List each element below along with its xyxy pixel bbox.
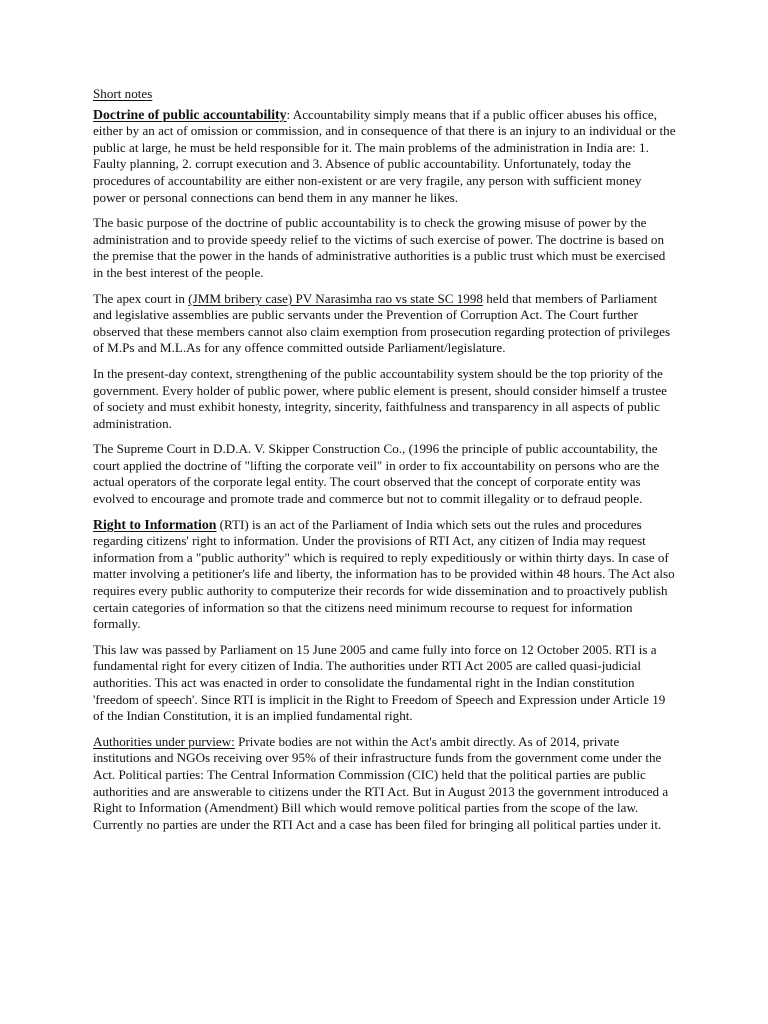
document-page — [93, 86, 677, 842]
paragraph-text: The apex court in — [93, 290, 189, 306]
paragraph-present-day-context: In the present-day context, strengthening of the public accountability system should be the top priority of the government. Every holder of public power, where public element is present, should consider himself a trustee of society and must exhibit honesty, integrity, sincerity, faithfulness and transparency in all aspects of public administration. — [93, 365, 667, 431]
case-citation: (JMM bribery case) PV Narasimha rao vs state SC 1998 — [188, 290, 483, 306]
paragraph-text: (RTI) is an act of the Parliament of India which sets out the rules and procedures regarding citizens' right to information. Under the provisions of RTI Act, any citizen of India may request information from a "public authority" which is required to reply expeditiously or within thirty days. In case of matter involving a petitioner's life and liberty, the information has to be provided within 48 hours. The Act also requires every public authority to computerize their records for wide dissemination and to proactively publish certain categories of information so that the citizens need minimum recourse to request for information formally. — [93, 516, 675, 632]
paragraph-apex-court — [93, 291, 677, 357]
paragraph-supreme-court-dda: The Supreme Court in D.D.A. V. Skipper Construction Co., (1996 the principle of public accountability, the court applied the doctrine of "lifting the corporate veil" in order to fix accountability on persons who are the actual operators of the corporate legal entity. The court observed that the concept of corporate entity was evolved to encourage and promote trade and commerce but not to commit illegality or to defraud people. — [93, 441, 660, 507]
paragraph-text: Private bodies are not within the Act's ambit directly. As of 2014, private institutions and NGOs receiving over 95% of their infrastructure funds from the government come under the Act. Political parties: The Central Information Commission (CIC) held that the political parties are public authorities and are answerable to citizens under the RTI Act. But in August 2013 the government introduced a Right to Information (Amendment) Bill which would remove political parties from the scope of the law. Currently no parties are under the RTI Act and a case has been filed for bringing all political parties under it. — [93, 733, 669, 832]
paragraph-basic-purpose: The basic purpose of the doctrine of public accountability is to check the growing misuse of power by the administration and to provide speedy relief to the victims of such exercise of power. The doctrine is based on the premise that the power in the hands of administrative authorities is a public trust which must be exercised in the best interest of the people. — [93, 215, 666, 280]
paragraph-doctrine-of-public-accountability — [93, 107, 677, 207]
paragraph-text: held that members of Parliament and legislative assemblies are public servants under the Prevention of Corruption Act. The Court further observed that these members cannot also claim exemption from prosecution regarding protection of privileges of M.Ps and M.L.As for any offence committed outside Parliament/legislature. — [93, 290, 671, 356]
section-heading: Authorities under purview: — [93, 733, 235, 749]
section-heading: Doctrine of public accountability — [93, 106, 287, 122]
document-title: Short notes — [93, 86, 153, 101]
paragraph-text: : Accountability simply means that if a public officer abuses his office, either by an act of omission or commission, and in consequence of that there is an injury to an individual or the public at large, he must be held responsible for it. The main problems of the administration in India are: 1. Faulty planning, 2. corrupt execution and 3. Absence of public accountability. Unfortunately, today the procedures of accountability are either non-existent or are very fragile, any person with sufficient money power or personal connections can bend them in any manner he likes. — [93, 106, 676, 205]
paragraph-right-to-information — [93, 517, 677, 633]
section-heading: Right to Information — [93, 516, 217, 532]
paragraph-authorities-under-purview — [93, 734, 677, 834]
paragraph-law-passed: This law was passed by Parliament on 15 June 2005 and came fully into force on 12 October 2005. RTI is a fundamental right for every citizen of India. The authorities under RTI Act 2005 are called quasi-judicial authorities. This act was enacted in order to consolidate the fundamental right in the Indian constitution 'freedom of speech'. Since RTI is implicit in the Right to Freedom of Speech and Expression under Article 19 of the Indian Constitution, it is an implied fundamental right. — [93, 641, 666, 724]
